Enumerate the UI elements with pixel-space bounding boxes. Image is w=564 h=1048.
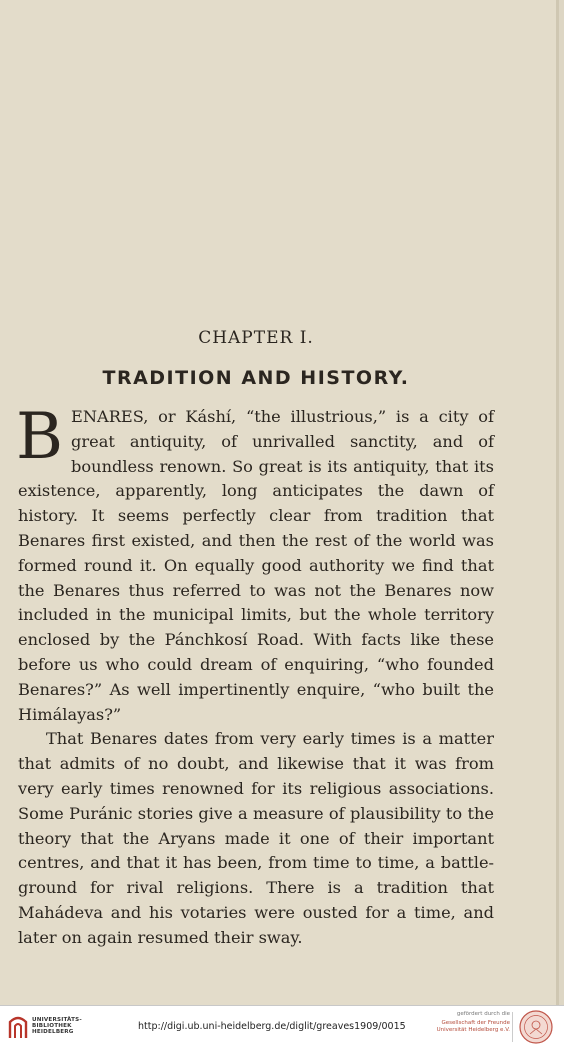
footer-bar — [0, 1005, 564, 1048]
sponsor-block — [420, 1011, 510, 1034]
drop-cap: B — [16, 400, 64, 474]
paragraph-2: That Benares dates from very early times is a matter that admits of no doubt, and likewise that it was from very early times renowned for its religious associations. Some Puránic stories give a measure of plausibility to the theory that the Aryans made it one of their important centres, and that it has been, from time to time, a battle-ground for rival religions. There is a tradition that Mahádeva and his votaries were ousted for a time, and later on again resumed their sway. — [18, 729, 494, 947]
library-name: UNIVERSITÄTS- BIBLIOTHEK HEIDELBERG — [32, 1017, 82, 1036]
body-text — [16, 400, 494, 951]
sponsor-name-line-1: Gesellschaft der Freunde — [441, 1020, 510, 1026]
university-seal-icon[interactable] — [519, 1010, 553, 1044]
footer-divider — [512, 1012, 513, 1042]
paragraph-1 — [16, 400, 494, 727]
sponsor-label: gefördert durch die — [456, 1011, 510, 1017]
paragraph-1-text: ENARES, or Káshí, “the illustrious,” is a city of great antiquity, of unrivalled sanctity, and of boundless renown. So great is its antiquity, that its existence, apparently, long anticipates the dawn of history. It seems perfectly clear from tradition that Benares first existed, and then the rest of the world was formed round it. On equally good authority we find that the Benares thus referred to was not the Benares now included in the municipal limits, but the whole territory enclosed by the Pánchkosí Road. With facts like these before us who could dream of enquiring, “who founded Benares?” As well impertinently enquire, “who built the Himálayas?” — [18, 407, 494, 724]
chapter-number: CHAPTER I. — [198, 328, 314, 348]
library-logo-icon[interactable] — [8, 1014, 28, 1040]
sponsor-name-line-2: Universität Heidelberg e.V. — [436, 1027, 510, 1033]
permalink-url[interactable]: http://digi.ub.uni-heidelberg.de/diglit/greaves1909/0015 — [138, 1021, 406, 1032]
chapter-title: TRADITION AND HISTORY. — [102, 367, 410, 389]
